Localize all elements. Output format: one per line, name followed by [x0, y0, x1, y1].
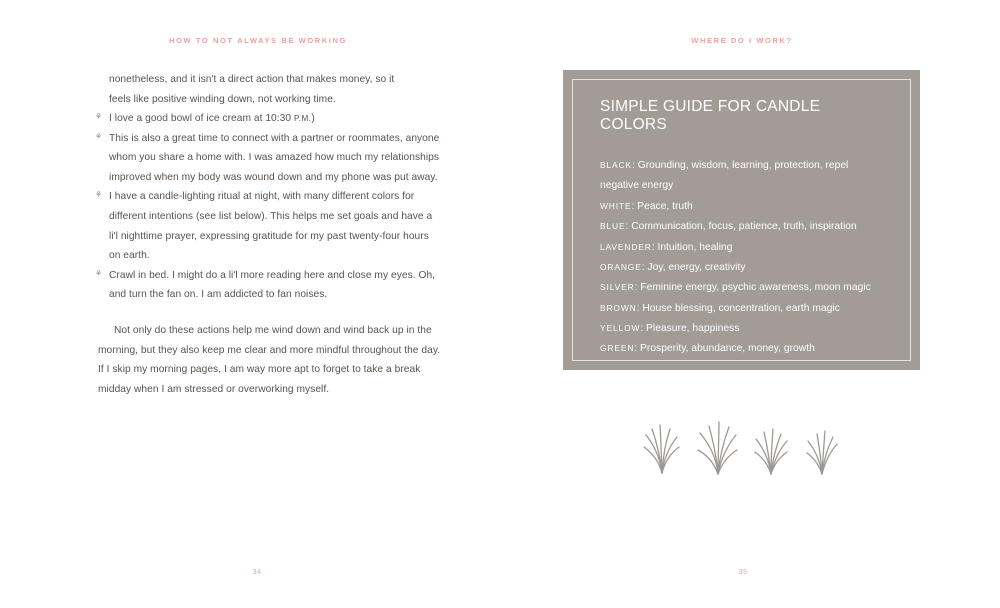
- candle-color-name: YELLOW: [600, 323, 641, 333]
- list-item: [600, 319, 886, 339]
- list-item: [600, 258, 886, 278]
- separator: :: [636, 302, 643, 314]
- candle-color-name: BLUE: [600, 221, 626, 232]
- continued-line-2: feels like positive winding down, not working time.: [109, 93, 336, 105]
- candle-color-name: WHITE: [600, 200, 632, 211]
- right-page: [500, 0, 1000, 608]
- candle-color-name: BLACK: [600, 160, 632, 170]
- bullet-glyph-icon: ⚘: [95, 112, 103, 122]
- candle-color-name: ORANGE: [600, 261, 642, 272]
- candle-color-name: BROWN: [600, 302, 637, 313]
- list-item-text: I have a candle-lighting ritual at night, with many different colors for different intentions (see list below). This helps me set goals and have a li'l nighttime prayer, expressing gratitude for my past twenty-four hours on earth.: [109, 191, 433, 262]
- list-item: [600, 197, 886, 217]
- candle-color-meaning: Peace, truth: [637, 200, 693, 212]
- list-item: [95, 187, 443, 265]
- separator: :: [625, 221, 632, 233]
- candle-color-list: [600, 156, 886, 360]
- page-number-left: 34: [252, 569, 262, 576]
- list-item: [600, 238, 886, 258]
- list-item: [600, 217, 886, 237]
- bullet-glyph-icon: ⚘: [95, 268, 103, 278]
- candle-color-meaning: Joy, energy, creativity: [647, 261, 746, 273]
- list-item: [600, 278, 886, 298]
- candle-color-meaning: Intuition, healing: [657, 241, 733, 253]
- candle-color-guide-title: SIMPLE GUIDE FOR CANDLE COLORS: [600, 98, 821, 133]
- closing-paragraph-text: Not only do these actions help me wind down and wind back up in the morning, but they also keep me clear and more mindful throughout the day. If I skip my morning pages, I am way more apt to forget to take a break midday when I am stressed or overworking myself.: [98, 324, 441, 395]
- list-item-text: I love a good bowl of ice cream at 10:30 P.M.): [109, 113, 315, 125]
- separator: :: [631, 160, 638, 171]
- candle-color-meaning: Feminine energy, psychic awareness, moon magic: [640, 282, 871, 294]
- list-item: [600, 339, 886, 359]
- candle-color-name: SILVER: [600, 282, 635, 293]
- candle-color-meaning: Prosperity, abundance, money, growth: [640, 343, 815, 355]
- left-page-body: [95, 70, 443, 399]
- continued-line-1: nonetheless, and it isn't a direct action that makes money, so it: [109, 74, 395, 85]
- separator: :: [640, 323, 647, 334]
- list-item: [600, 299, 886, 319]
- separator: :: [651, 241, 658, 253]
- candle-color-meaning: Communication, focus, patience, truth, inspiration: [631, 221, 857, 233]
- list-item-text: This is also a great time to connect with a partner or roommates, anyone whom you share a home with. I was amazed how much my relationships improved when my body was wound down and my phone was put away.: [109, 132, 440, 183]
- bullet-glyph-icon: ⚘: [95, 190, 103, 200]
- closing-paragraph: [98, 321, 443, 399]
- list-item-text: Crawl in bed. I might do a li'l more reading here and close my eyes. Oh, and turn the fan on. I am addicted to fan noises.: [109, 269, 436, 301]
- grass-tufts-illustration: [640, 395, 845, 480]
- list-item: [95, 109, 443, 129]
- list-item: [95, 129, 443, 188]
- list-item: [600, 156, 886, 197]
- running-head-left: HOW TO NOT ALWAYS BE WORKING: [169, 36, 347, 45]
- separator: :: [631, 200, 638, 212]
- separator: :: [634, 343, 641, 355]
- evening-routine-list: [95, 109, 443, 305]
- separator: :: [641, 261, 648, 273]
- bullet-glyph-icon: ⚘: [95, 131, 103, 141]
- continued-paragraph: [98, 70, 443, 109]
- candle-color-name: LAVENDER: [600, 241, 652, 252]
- candle-color-guide-box: [563, 70, 920, 370]
- separator: :: [634, 282, 641, 294]
- page-number-right: 35: [738, 569, 748, 576]
- running-head-right: WHERE DO I WORK?: [691, 36, 793, 45]
- candle-color-meaning: House blessing, concentration, earth magic: [642, 302, 840, 314]
- candle-color-meaning: Grounding, wisdom, learning, protection, repel negative energy: [600, 160, 849, 192]
- list-item: [95, 266, 443, 305]
- candle-color-meaning: Pleasure, happiness: [646, 323, 740, 334]
- candle-color-name: GREEN: [600, 343, 635, 354]
- candle-color-guide-inner-border: [572, 79, 911, 361]
